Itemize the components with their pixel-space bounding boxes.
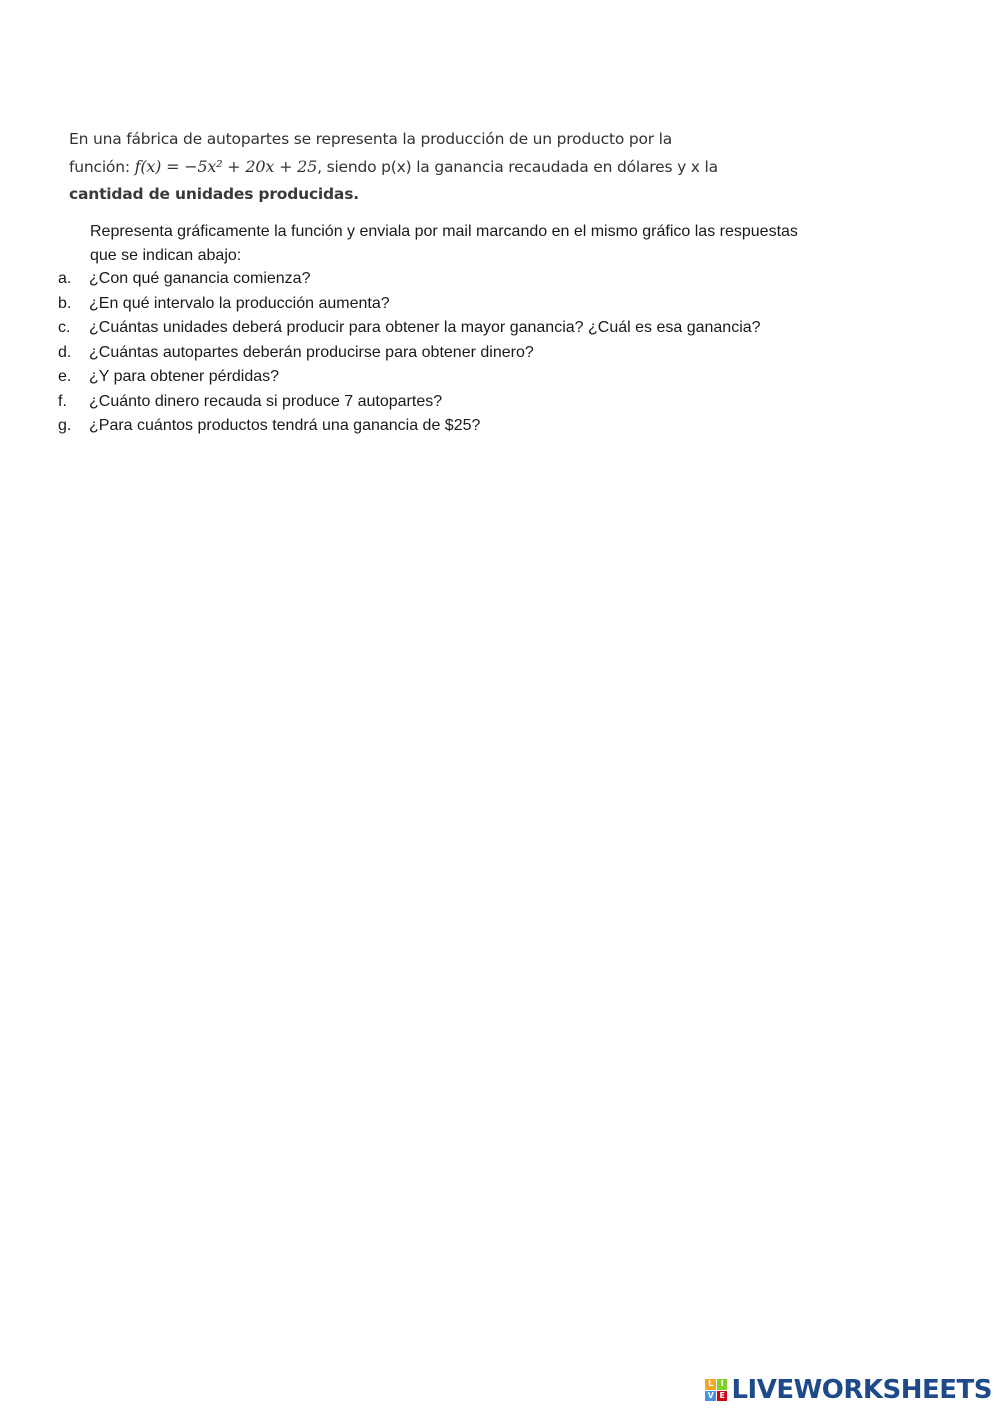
brand-text: LIVEWORKSHEETS xyxy=(731,1375,992,1405)
question-text: ¿Cuántas unidades deberá producir para obtener la mayor ganancia? ¿Cuál es esa ganancia? xyxy=(89,319,761,336)
problem-line-1: En una fábrica de autopartes se representa la producción de un producto por la xyxy=(69,130,673,148)
liveworksheets-brand[interactable] xyxy=(705,1375,992,1405)
list-item xyxy=(58,267,858,292)
question-letter: b. xyxy=(58,294,72,312)
logo-letter-v: V xyxy=(705,1391,716,1402)
list-item xyxy=(58,365,858,390)
list-item xyxy=(58,341,858,366)
liveworksheets-logo-icon xyxy=(705,1379,727,1401)
problem-statement xyxy=(69,126,789,208)
logo-letter-e: E xyxy=(717,1391,728,1402)
problem-line-3: cantidad de unidades producidas. xyxy=(69,185,359,203)
instructions xyxy=(90,220,870,268)
list-item xyxy=(58,390,858,415)
problem-line-2 xyxy=(69,153,789,181)
question-text: ¿Con qué ganancia comienza? xyxy=(89,270,311,287)
question-text: ¿Para cuántos productos tendrá una ganancia de $25? xyxy=(89,417,481,434)
question-letter: d. xyxy=(58,343,72,361)
question-letter: a. xyxy=(58,270,72,287)
list-item xyxy=(58,414,858,439)
question-letter: c. xyxy=(58,319,71,336)
question-text: ¿En qué intervalo la producción aumenta? xyxy=(89,294,390,312)
question-letter: f. xyxy=(58,392,67,410)
instructions-line-1: Representa gráficamente la función y enviala por mail marcando en el mismo gráfico las respuestas xyxy=(90,223,798,240)
logo-letter-i: I xyxy=(717,1379,728,1390)
list-item xyxy=(58,316,858,341)
question-letter: e. xyxy=(58,368,72,385)
question-list xyxy=(58,267,858,439)
problem-line-2-suffix: , siendo p(x) la ganancia recaudada en dólares y x la xyxy=(317,158,718,176)
formula: f(x) = −5x² + 20x + 25 xyxy=(134,157,318,176)
instructions-line-2: que se indican abajo: xyxy=(90,247,242,264)
problem-line-2-prefix: función: xyxy=(69,158,135,176)
question-text: ¿Cuántas autopartes deberán producirse para obtener dinero? xyxy=(89,343,534,361)
logo-letter-l: L xyxy=(705,1379,716,1390)
question-text: ¿Cuánto dinero recauda si produce 7 autopartes? xyxy=(89,392,443,410)
list-item xyxy=(58,292,858,317)
question-letter: g. xyxy=(58,417,72,434)
question-text: ¿Y para obtener pérdidas? xyxy=(89,368,280,385)
